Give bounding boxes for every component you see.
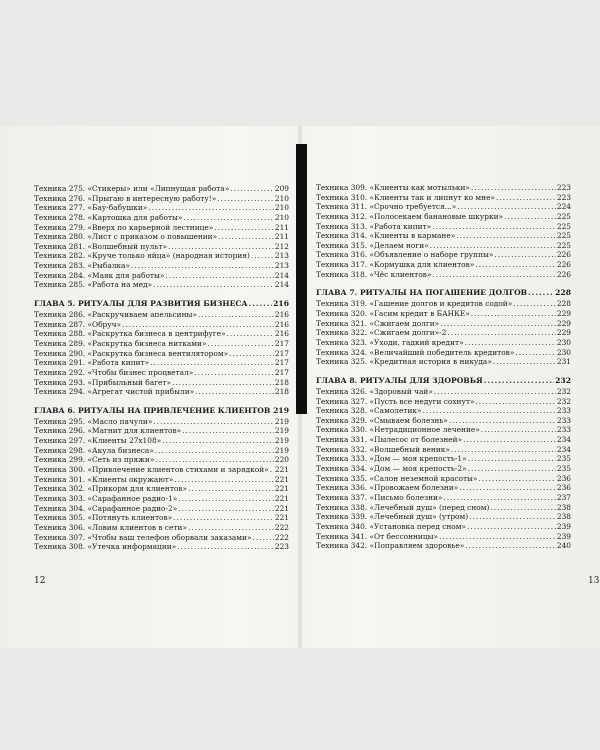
dot-leader <box>459 483 556 493</box>
technique-page-number: 221 <box>274 493 289 503</box>
technique-page-number: 225 <box>556 231 571 241</box>
technique-page-number: 223 <box>274 542 289 552</box>
technique-page-number: 221 <box>274 503 289 513</box>
toc-entry <box>34 504 289 514</box>
dot-leader <box>432 270 556 280</box>
technique-title: Техника 338. «Лечебный душ» (перед сном) <box>316 502 490 512</box>
technique-title: Техника 291. «Работа кипит» <box>34 358 150 368</box>
technique-title: Техника 315. «Делаем ноги» <box>316 240 429 250</box>
technique-page-number: 214 <box>274 270 289 280</box>
toc-entry <box>34 320 289 330</box>
technique-page-number: 224 <box>556 202 571 212</box>
dot-leader <box>475 397 555 407</box>
technique-title: Техника 325. «Кредитная история в никуда» <box>316 357 492 367</box>
technique-page-number: 213 <box>274 251 289 261</box>
technique-title: Техника 284. «Маяк для работы» <box>34 270 165 280</box>
chapter-heading <box>34 406 289 417</box>
dot-leader <box>153 280 274 290</box>
dot-leader <box>165 271 273 281</box>
dot-leader <box>229 349 274 359</box>
dot-leader <box>528 288 554 298</box>
technique-title: Техника 313. «Работа кипит» <box>316 221 432 231</box>
toc-entry <box>34 494 289 504</box>
technique-title: Техника 339. «Лечебный душ» (утром) <box>316 512 469 522</box>
technique-title: Техника 297. «Клиенты 27х108» <box>34 436 162 446</box>
technique-page-number: 214 <box>274 280 289 290</box>
technique-title: Техника 306. «Ловим клиентов в сети» <box>34 522 187 532</box>
toc-entry <box>34 465 289 475</box>
toc-entry <box>316 454 571 464</box>
toc-entry <box>34 203 289 213</box>
technique-title: Техника 281. «Волшебный пульт» <box>34 241 167 251</box>
technique-page-number: 233 <box>556 425 571 435</box>
toc-entry <box>34 213 289 223</box>
dot-leader <box>182 426 274 436</box>
toc-entry <box>316 193 571 203</box>
technique-page-number: 238 <box>556 502 571 512</box>
dot-leader <box>155 455 274 465</box>
toc-entry <box>34 513 289 523</box>
technique-title: Техника 316. «Объявление о наборе группы» <box>316 250 494 260</box>
technique-title: Техника 323. «Уходи, гадкий кредит» <box>316 337 464 347</box>
right-page <box>302 126 600 648</box>
technique-title: Техника 309. «Клиенты как мотыльки» <box>316 183 470 192</box>
technique-page-number: 216 <box>274 329 289 339</box>
dot-leader <box>478 474 555 484</box>
toc-entry <box>34 232 289 242</box>
technique-title: Техника 285. «Работа на мед» <box>34 280 153 290</box>
chapter-title: ГЛАВА 8. РИТУАЛЫ ДЛЯ ЗДОРОВЬЯ <box>316 375 483 385</box>
dot-leader <box>214 223 274 233</box>
dot-leader <box>148 203 274 213</box>
toc-entry <box>316 212 571 222</box>
technique-page-number: 209 <box>274 184 289 193</box>
technique-title: Техника 282. «Круче только яйца» (народная история) <box>34 251 250 261</box>
technique-title: Техника 319. «Гашение долгов и кредитов содой» <box>316 299 513 309</box>
technique-page-number: 218 <box>274 387 289 397</box>
dot-leader <box>198 310 274 320</box>
technique-title: Техника 329. «Смываем болезнь» <box>316 415 448 425</box>
dot-leader <box>188 484 274 494</box>
technique-title: Техника 300. «Привлечение клиентов стихами и зарядкой» <box>34 465 269 475</box>
toc-entry <box>34 426 289 436</box>
dot-leader <box>168 242 274 252</box>
toc-entry <box>316 270 571 280</box>
technique-page-number: 223 <box>556 183 571 192</box>
technique-page-number: 228 <box>556 299 571 309</box>
dot-leader <box>471 183 556 193</box>
left-table-of-contents <box>34 184 289 552</box>
dot-leader <box>434 387 556 397</box>
technique-page-number: 236 <box>556 473 571 483</box>
technique-page-number: 240 <box>556 541 571 551</box>
dot-leader <box>271 406 272 416</box>
technique-page-number: 229 <box>556 318 571 328</box>
toc-entry <box>316 522 571 532</box>
chapter-title: ГЛАВА 5. РИТУАЛЫ ДЛЯ РАЗВИТИЯ БИЗНЕСА <box>34 299 248 309</box>
dot-leader <box>270 465 274 475</box>
technique-page-number: 226 <box>556 269 571 279</box>
technique-title: Техника 340. «Установка перед сном» <box>316 521 466 531</box>
technique-title: Техника 293. «Прибыльный багет» <box>34 377 171 387</box>
technique-title: Техника 294. «Агрегат чистой прибыли» <box>34 387 195 397</box>
dot-leader <box>423 406 556 416</box>
toc-entry <box>316 299 571 309</box>
technique-title: Техника 277. «Бау-бабушки» <box>34 203 148 213</box>
technique-title: Техника 326. «Здоровый чай» <box>316 386 433 396</box>
toc-entry <box>316 319 571 329</box>
technique-page-number: 211 <box>274 222 289 232</box>
dot-leader <box>457 202 556 212</box>
dot-leader <box>172 378 274 388</box>
technique-page-number: 210 <box>274 212 289 222</box>
technique-title: Техника 322. «Сжигаем долги»-2 <box>316 328 447 338</box>
technique-page-number: 230 <box>556 337 571 347</box>
dot-leader <box>468 454 556 464</box>
toc-entry <box>316 503 571 513</box>
page-number-left: 12 <box>34 576 46 586</box>
technique-page-number: 218 <box>274 377 289 387</box>
toc-entry <box>316 541 571 551</box>
technique-page-number: 239 <box>556 531 571 541</box>
toc-entry <box>316 250 571 260</box>
toc-entry <box>316 241 571 251</box>
technique-page-number: 221 <box>274 474 289 484</box>
technique-page-number: 221 <box>274 484 289 494</box>
toc-entry <box>34 436 289 446</box>
technique-page-number: 235 <box>556 454 571 464</box>
book-spine-shadow <box>296 144 307 414</box>
dot-leader <box>155 446 274 456</box>
toc-entry <box>34 446 289 456</box>
technique-page-number: 219 <box>274 445 289 455</box>
technique-title: Техника 334. «Дом — моя крепость-2» <box>316 464 467 474</box>
toc-entry <box>316 532 571 542</box>
toc-entry <box>34 368 289 378</box>
toc-entry <box>34 475 289 485</box>
dot-leader <box>504 212 556 222</box>
dot-leader <box>217 194 274 204</box>
toc-entry <box>34 329 289 339</box>
toc-entry <box>316 328 571 338</box>
technique-page-number: 222 <box>274 522 289 532</box>
dot-leader <box>150 358 274 368</box>
technique-title: Техника 341. «От бессонницы» <box>316 531 439 541</box>
technique-title: Техника 275. «Стикеры» или «Липнущая работа» <box>34 184 230 193</box>
technique-title: Техника 321. «Сжигаем долги» <box>316 318 440 328</box>
dot-leader <box>174 475 274 485</box>
technique-page-number: 221 <box>274 465 289 475</box>
technique-page-number: 233 <box>556 415 571 425</box>
dot-leader <box>440 319 556 329</box>
toc-entry <box>316 309 571 319</box>
left-page <box>0 126 298 648</box>
toc-entry <box>316 202 571 212</box>
dot-leader <box>475 260 556 270</box>
technique-title: Техника 331. «Пылесос от болезней» <box>316 435 463 445</box>
dot-leader <box>484 376 554 386</box>
technique-page-number: 217 <box>274 348 289 358</box>
dot-leader <box>131 261 274 271</box>
page-number-right: 13 <box>588 576 600 586</box>
technique-title: Техника 280. «Лист с приказом о повышении» <box>34 232 218 242</box>
technique-page-number: 219 <box>274 426 289 436</box>
dot-leader <box>188 523 274 533</box>
dot-leader <box>230 184 274 194</box>
right-table-of-contents <box>316 183 571 551</box>
technique-page-number: 217 <box>274 367 289 377</box>
technique-title: Техника 278. «Картошка для работы» <box>34 212 183 222</box>
toc-entry <box>316 493 571 503</box>
toc-entry <box>316 348 571 358</box>
technique-page-number: 210 <box>274 203 289 213</box>
technique-page-number: 210 <box>274 193 289 203</box>
technique-title: Техника 304. «Сарафанное радио-2» <box>34 503 178 513</box>
dot-leader <box>439 532 556 542</box>
technique-title: Техника 330. «Нетрадиционное лечение» <box>316 425 480 435</box>
dot-leader <box>451 445 556 455</box>
technique-page-number: 223 <box>556 192 571 202</box>
toc-entry <box>34 242 289 252</box>
technique-page-number: 237 <box>556 492 571 502</box>
toc-entry <box>316 474 571 484</box>
technique-title: Техника 289. «Раскрутка бизнеса нитками» <box>34 338 207 348</box>
dot-leader <box>468 464 556 474</box>
toc-entry <box>316 406 571 416</box>
technique-title: Техника 333. «Дом — моя крепость-1» <box>316 454 467 464</box>
technique-title: Техника 314. «Клиенты в кармане» <box>316 231 456 241</box>
dot-leader <box>207 339 273 349</box>
technique-page-number: 234 <box>556 444 571 454</box>
technique-page-number: 217 <box>274 338 289 348</box>
toc-entry <box>34 184 289 194</box>
chapter-page-number: 228 <box>555 288 571 298</box>
technique-page-number: 239 <box>556 521 571 531</box>
dot-leader <box>481 425 556 435</box>
technique-page-number: 222 <box>274 532 289 542</box>
dot-leader <box>253 533 274 543</box>
toc-entry <box>34 378 289 388</box>
technique-title: Техника 290. «Раскрутка бизнеса вентилятором» <box>34 348 229 358</box>
toc-entry <box>316 338 571 348</box>
technique-page-number: 232 <box>556 396 571 406</box>
technique-title: Техника 317. «Кормушка для клиентов» <box>316 260 475 270</box>
technique-page-number: 216 <box>274 310 289 320</box>
technique-title: Техника 303. «Сарафанное радио-1» <box>34 493 178 503</box>
dot-leader <box>465 541 556 551</box>
chapter-page-number: 219 <box>273 405 289 415</box>
dot-leader <box>122 320 274 330</box>
chapter-page-number: 216 <box>273 299 289 309</box>
dot-leader <box>496 193 556 203</box>
technique-title: Техника 288. «Раскрутка бизнеса в центрифуге» <box>34 329 226 339</box>
technique-title: Техника 286. «Раскручиваем апельсины» <box>34 310 197 320</box>
chapter-heading <box>34 299 289 310</box>
toc-entry <box>34 251 289 261</box>
dot-leader <box>432 222 556 232</box>
toc-entry <box>316 357 571 367</box>
chapter-heading <box>316 288 571 299</box>
technique-page-number: 225 <box>556 221 571 231</box>
toc-entry <box>34 533 289 543</box>
technique-title: Техника 302. «Прикорм для клиентов» <box>34 484 188 494</box>
technique-page-number: 225 <box>556 240 571 250</box>
technique-title: Техника 292. «Чтобы бизнес процветал» <box>34 367 194 377</box>
toc-entry <box>34 261 289 271</box>
dot-leader <box>493 357 556 367</box>
technique-page-number: 219 <box>274 436 289 446</box>
dot-leader <box>447 328 556 338</box>
dot-leader <box>251 251 274 261</box>
technique-page-number: 220 <box>274 455 289 465</box>
technique-title: Техника 276. «Прыгаю в интересную работу!» <box>34 193 217 203</box>
dot-leader <box>469 512 556 522</box>
dot-leader <box>153 417 274 427</box>
toc-entry <box>34 484 289 494</box>
technique-title: Техника 295. «Масло пачули» <box>34 416 153 426</box>
toc-entry <box>34 280 289 290</box>
technique-page-number: 219 <box>274 416 289 426</box>
technique-title: Техника 320. «Гасим кредит в БАНКЕ» <box>316 309 470 319</box>
toc-entry <box>34 542 289 552</box>
technique-page-number: 230 <box>556 347 571 357</box>
technique-page-number: 231 <box>556 357 571 367</box>
dot-leader <box>430 241 556 251</box>
technique-title: Техника 324. «Величайший победитель кредитов» <box>316 347 515 357</box>
toc-entry <box>316 222 571 232</box>
toc-entry <box>34 523 289 533</box>
technique-title: Техника 342. «Поправляем здоровье» <box>316 541 465 551</box>
dot-leader <box>471 309 556 319</box>
dot-leader <box>443 493 555 503</box>
technique-title: Техника 298. «Акула бизнеса» <box>34 445 154 455</box>
technique-page-number: 236 <box>556 483 571 493</box>
technique-page-number: 233 <box>556 406 571 416</box>
technique-page-number: 217 <box>274 358 289 368</box>
toc-entry <box>316 397 571 407</box>
dot-leader <box>183 213 273 223</box>
dot-leader <box>456 231 556 241</box>
technique-title: Техника 301. «Клиенты окружают» <box>34 474 174 484</box>
dot-leader <box>490 503 556 513</box>
technique-title: Техника 305. «Потянуть клиентов» <box>34 513 173 523</box>
technique-title: Техника 336. «Провожаем болезни» <box>316 483 459 493</box>
dot-leader <box>178 494 274 504</box>
toc-entry <box>316 387 571 397</box>
technique-title: Техника 328. «Самолетик» <box>316 406 422 416</box>
technique-page-number: 216 <box>274 319 289 329</box>
toc-entry <box>316 183 571 193</box>
chapter-page-number: 232 <box>555 375 571 385</box>
toc-entry <box>316 445 571 455</box>
technique-title: Техника 308. «Утечка информации» <box>34 542 177 552</box>
toc-entry <box>34 310 289 320</box>
technique-title: Техника 307. «Чтобы ваш телефон оборвали заказами» <box>34 532 252 542</box>
technique-title: Техника 337. «Письмо болезни» <box>316 492 443 502</box>
dot-leader <box>513 299 556 309</box>
toc-entry <box>316 512 571 522</box>
toc-entry <box>34 339 289 349</box>
dot-leader <box>194 368 274 378</box>
technique-page-number: 221 <box>274 513 289 523</box>
toc-entry <box>316 435 571 445</box>
dot-leader <box>465 338 556 348</box>
technique-page-number: 235 <box>556 464 571 474</box>
technique-title: Техника 312. «Полосекаем банановые шкурки» <box>316 211 504 221</box>
technique-title: Техника 299. «Сеть из пряжи» <box>34 455 155 465</box>
dot-leader <box>467 522 556 532</box>
toc-entry <box>34 349 289 359</box>
technique-page-number: 213 <box>274 261 289 271</box>
dot-leader <box>449 416 556 426</box>
toc-entry <box>316 416 571 426</box>
toc-entry <box>34 387 289 397</box>
technique-title: Техника 335. «Салон неземной красоты» <box>316 473 478 483</box>
toc-entry <box>34 455 289 465</box>
chapter-title: ГЛАВА 7. РИТУАЛЫ НА ПОГАШЕНИЕ ДОЛГОВ <box>316 288 528 298</box>
dot-leader <box>463 435 556 445</box>
dot-leader <box>249 299 273 309</box>
toc-entry <box>316 483 571 493</box>
dot-leader <box>173 513 274 523</box>
technique-page-number: 238 <box>556 512 571 522</box>
toc-entry <box>316 260 571 270</box>
technique-page-number: 226 <box>556 260 571 270</box>
technique-title: Техника 311. «Срочно требуется...» <box>316 202 457 212</box>
toc-entry <box>34 271 289 281</box>
dot-leader <box>195 387 274 397</box>
toc-entry <box>34 358 289 368</box>
technique-title: Техника 327. «Пусть все недуги сохнут» <box>316 396 475 406</box>
technique-title: Техника 318. «Чёс клиентов» <box>316 269 432 279</box>
technique-title: Техника 296. «Магнит для клиентов» <box>34 426 182 436</box>
dot-leader <box>515 348 556 358</box>
chapter-title: ГЛАВА 6. РИТУАЛЫ НА ПРИВЛЕЧЕНИЕ КЛИЕНТОВ <box>34 405 271 415</box>
technique-page-number: 212 <box>274 241 289 251</box>
technique-page-number: 211 <box>274 232 289 242</box>
dot-leader <box>227 329 274 339</box>
technique-page-number: 229 <box>556 309 571 319</box>
toc-entry <box>34 194 289 204</box>
dot-leader <box>162 436 274 446</box>
toc-entry <box>34 223 289 233</box>
technique-title: Техника 279. «Вверх по карьерной лестнице» <box>34 222 214 232</box>
dot-leader <box>177 542 274 552</box>
dot-leader <box>218 232 274 242</box>
toc-entry <box>34 417 289 427</box>
technique-title: Техника 310. «Клиенты так и липнут ко мне» <box>316 192 495 202</box>
technique-page-number: 234 <box>556 435 571 445</box>
dot-leader <box>178 504 274 514</box>
technique-title: Техника 283. «Рыбалка» <box>34 261 130 271</box>
technique-page-number: 232 <box>556 386 571 396</box>
toc-entry <box>316 231 571 241</box>
technique-page-number: 226 <box>556 250 571 260</box>
toc-entry <box>316 464 571 474</box>
technique-title: Техника 287. «Обруч» <box>34 319 122 329</box>
toc-entry <box>316 425 571 435</box>
dot-leader <box>494 250 555 260</box>
technique-page-number: 225 <box>556 211 571 221</box>
technique-page-number: 229 <box>556 328 571 338</box>
chapter-heading <box>316 376 571 387</box>
technique-title: Техника 332. «Волшебный веник» <box>316 444 450 454</box>
